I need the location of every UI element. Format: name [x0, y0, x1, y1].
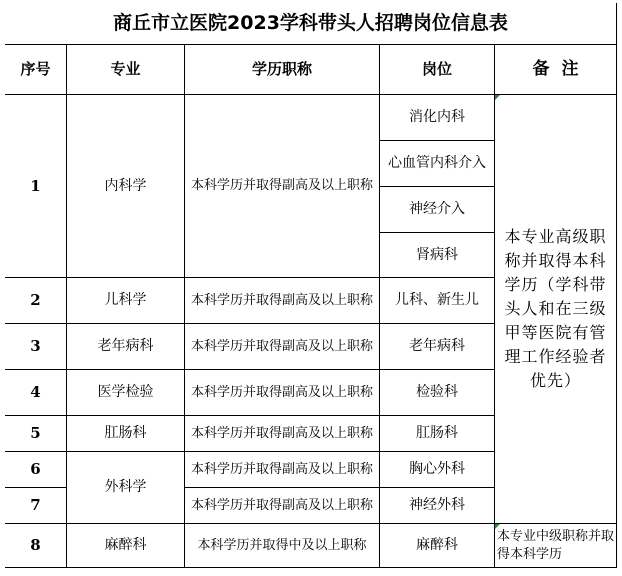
row-2-seq: 2	[5, 278, 67, 324]
row-7-education: 本科学历并取得副高及以上职称	[185, 488, 380, 524]
row-3-education: 本科学历并取得副高及以上职称	[185, 324, 380, 370]
row-1-major: 内科学	[67, 95, 185, 278]
header-major: 专业	[67, 45, 185, 95]
row-2-education: 本科学历并取得副高及以上职称	[185, 278, 380, 324]
row-3-position: 老年病科	[380, 324, 495, 370]
comment-marker-icon	[495, 95, 500, 100]
table-title: 商丘市立医院2023学科带头人招聘岗位信息表	[5, 3, 617, 45]
row-1-seq: 1	[5, 95, 67, 278]
row-1-position-4: 肾病科	[380, 233, 495, 278]
row-1-position-2: 心血管内科介入	[380, 141, 495, 187]
header-education: 学历职称	[185, 45, 380, 95]
header-seq: 序号	[5, 45, 67, 95]
row-8-seq: 8	[5, 524, 67, 568]
row-5-position: 肛肠科	[380, 416, 495, 452]
row-4-seq: 4	[5, 370, 67, 416]
row-2-major: 儿科学	[67, 278, 185, 324]
row-2-position: 儿科、新生儿	[380, 278, 495, 324]
row-4-position: 检验科	[380, 370, 495, 416]
row-5-education: 本科学历并取得副高及以上职称	[185, 416, 380, 452]
header-note: 备注	[495, 45, 617, 95]
row-1-position-1: 消化内科	[380, 95, 495, 141]
row-4-education: 本科学历并取得副高及以上职称	[185, 370, 380, 416]
row-1-education: 本科学历并取得副高及以上职称	[185, 95, 380, 278]
row-5-major: 肛肠科	[67, 416, 185, 452]
comment-marker-icon	[495, 524, 500, 529]
header-position: 岗位	[380, 45, 495, 95]
note-intermediate: 本专业中级职称并取得本科学历	[495, 524, 617, 568]
row-7-position: 神经外科	[380, 488, 495, 524]
row-6-seq: 6	[5, 452, 67, 488]
note-senior: 本专业高级职称并取得本科学历（学科带头人和在三级甲等医院有管理工作经验者优先）	[495, 95, 617, 524]
row-7-seq: 7	[5, 488, 67, 524]
row-6-education: 本科学历并取得副高及以上职称	[185, 452, 380, 488]
row-3-seq: 3	[5, 324, 67, 370]
row-8-position: 麻醉科	[380, 524, 495, 568]
row-5-seq: 5	[5, 416, 67, 452]
row-1-position-3: 神经介入	[380, 187, 495, 233]
row-6-7-major: 外科学	[67, 452, 185, 524]
row-8-major: 麻醉科	[67, 524, 185, 568]
row-3-major: 老年病科	[67, 324, 185, 370]
row-4-major: 医学检验	[67, 370, 185, 416]
row-8-education: 本科学历并取得中及以上职称	[185, 524, 380, 568]
row-6-position: 胸心外科	[380, 452, 495, 488]
